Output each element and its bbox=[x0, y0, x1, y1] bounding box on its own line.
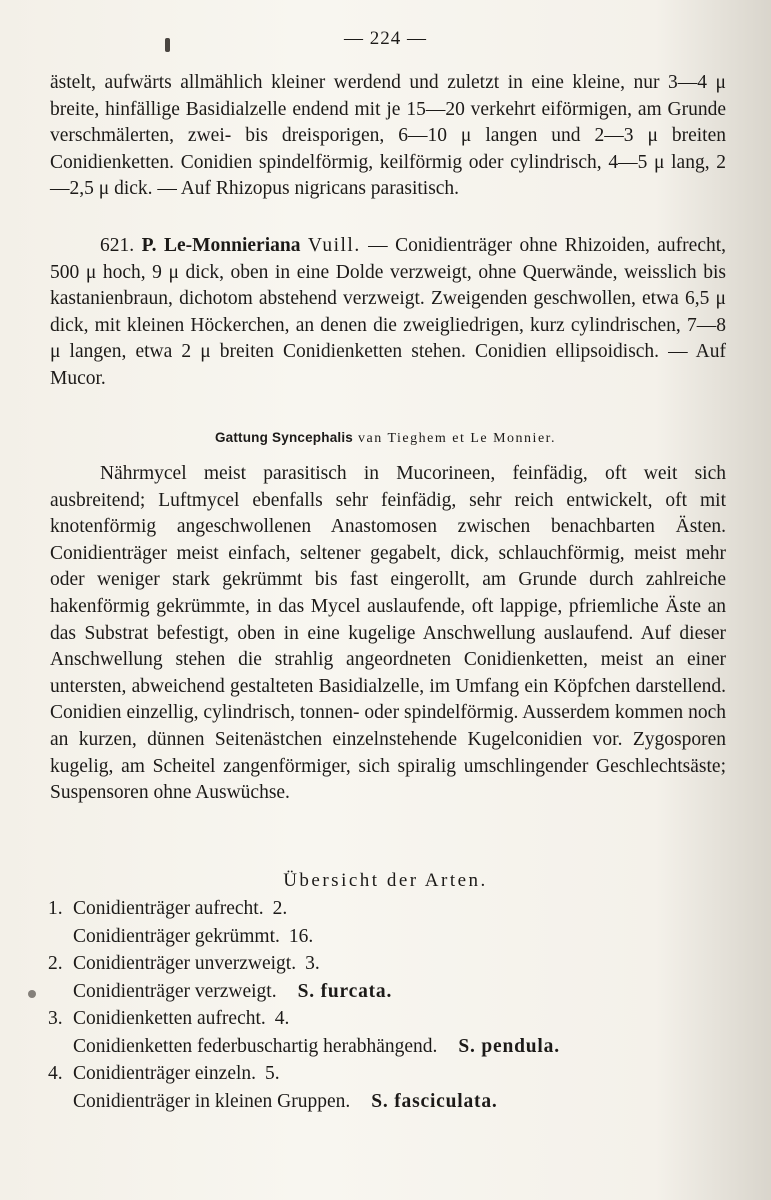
key-text: Conidienketten aufrecht. bbox=[73, 1008, 266, 1029]
key-text: Conidienträger unverzweigt. bbox=[73, 953, 297, 974]
key-row bbox=[48, 1091, 728, 1119]
key-row bbox=[48, 1036, 728, 1064]
entry-number: 621. bbox=[100, 235, 135, 256]
continued-paragraph bbox=[50, 70, 726, 203]
species-name: P. Le-Monnieriana bbox=[141, 235, 301, 256]
genus-name: Gattung Syncephalis bbox=[214, 430, 354, 445]
key-text: Conidienketten federbuschartig herabhängend. bbox=[73, 1035, 438, 1057]
species-key bbox=[48, 898, 728, 1118]
key-text: Conidienträger einzeln. bbox=[73, 1063, 257, 1084]
key-species-name: S. fasciculata. bbox=[371, 1090, 498, 1112]
key-reference: 3. bbox=[305, 953, 320, 974]
key-text: Conidienträger gekrümmt. bbox=[73, 925, 280, 947]
key-row bbox=[48, 1063, 728, 1091]
key-number: 2. bbox=[48, 953, 63, 974]
key-number: 3. bbox=[48, 1008, 63, 1029]
key-row bbox=[48, 953, 728, 981]
key-row bbox=[48, 926, 728, 954]
page-number: — 224 — bbox=[344, 28, 427, 49]
paragraph-text: ästelt, aufwärts allmählich kleiner werdend und zuletzt in eine kleine, nur 3—4 μ breite, hinfällige Basidialzelle endend mit je 15—20 verkehrt eiförmigen, am Grunde verschmälerten, zwei- bis dreisporigen, 6—10 μ langen und 2—3 μ breiten Conidienketten. Conidien spindelförmig, keilförmig oder cylindrisch, 4—5 μ lang, 2—2,5 μ dick. — Auf Rhizopus nigricans parasitisch. bbox=[50, 72, 726, 200]
genus-authors: van Tieghem et Le Monnier. bbox=[358, 431, 557, 446]
key-row bbox=[48, 981, 728, 1009]
key-text: Conidienträger in kleinen Gruppen. bbox=[73, 1090, 351, 1112]
overview-heading: Übersicht der Arten. bbox=[283, 870, 488, 891]
genus-description bbox=[50, 461, 726, 807]
entry-description: — Conidienträger ohne Rhizoiden, aufrecht, 500 μ hoch, 9 μ dick, oben in eine Dolde verzweigt, ohne Querwände, weisslich bis kastanienbraun, dichotom abstehend verzweigt. Zweigenden geschwollen, etwa 6,5 μ dick, mit kleinen Höckerchen, an denen die zweigliedrigen, kurz cylindrischen, 7—8 μ langen, etwa 2 μ breiten Conidienketten stehen. Conidien ellipsoidisch. — Auf Mucor. bbox=[50, 235, 727, 389]
genus-description-text: Nährmycel meist parasitisch in Mucorineen, feinfädig, oft weit sich ausbreitend; Luftmycel ebenfalls sehr feinfädig, sehr reich entwickelt, oft mit knotenförmig angeschwollenen Anastomosen zwischen benachbarten Ästen. Conidienträger meist einfach, seltener gegabelt, dick, schlauchförmig, meist mehr oder weniger stark gekrümmt bis fast eingerollt, am Grunde durch zahlreiche hakenförmig gekrümmte, in das Mycel auslaufende, oft lappige, pfriemliche Äste an das Substrat befestigt, oben in eine kugelige Anschwellung auslaufend. Auf dieser Anschwellung stehen die strahlig angeordneten Conidienketten, meist an einer untersten, abweichend gestalteten Basidialzelle, im Umfang ein Köpfchen darstellend. Conidien einzellig, cylindrisch, tonnen- oder spindelförmig. Ausserdem kommen noch an kurzen, dünnen Seitenästchen einzelnstehende Kugelconidien vor. Zygosporen kugelig, am Scheitel zangenförmiger, sich spiralig umschlingender Geschlechtsäste; Suspensoren ohne Auswüchse. bbox=[50, 463, 726, 804]
key-reference: 5. bbox=[265, 1063, 280, 1084]
key-species-name: S. pendula. bbox=[458, 1035, 560, 1057]
species-entry-621 bbox=[50, 233, 726, 393]
key-reference: 2. bbox=[272, 898, 288, 919]
key-text: Conidienträger verzweigt. bbox=[73, 980, 277, 1002]
key-reference: 16. bbox=[288, 925, 314, 947]
genus-heading bbox=[0, 430, 771, 447]
key-species-name: S. furcata. bbox=[297, 980, 393, 1002]
key-number: 1. bbox=[48, 898, 63, 919]
key-row bbox=[48, 1008, 728, 1036]
key-text: Conidienträger aufrecht. bbox=[73, 898, 264, 919]
species-author: Vuill. bbox=[307, 235, 361, 256]
key-row bbox=[48, 898, 728, 926]
key-number: 4. bbox=[48, 1063, 63, 1084]
ink-speck bbox=[28, 990, 36, 998]
key-reference: 4. bbox=[274, 1008, 290, 1029]
